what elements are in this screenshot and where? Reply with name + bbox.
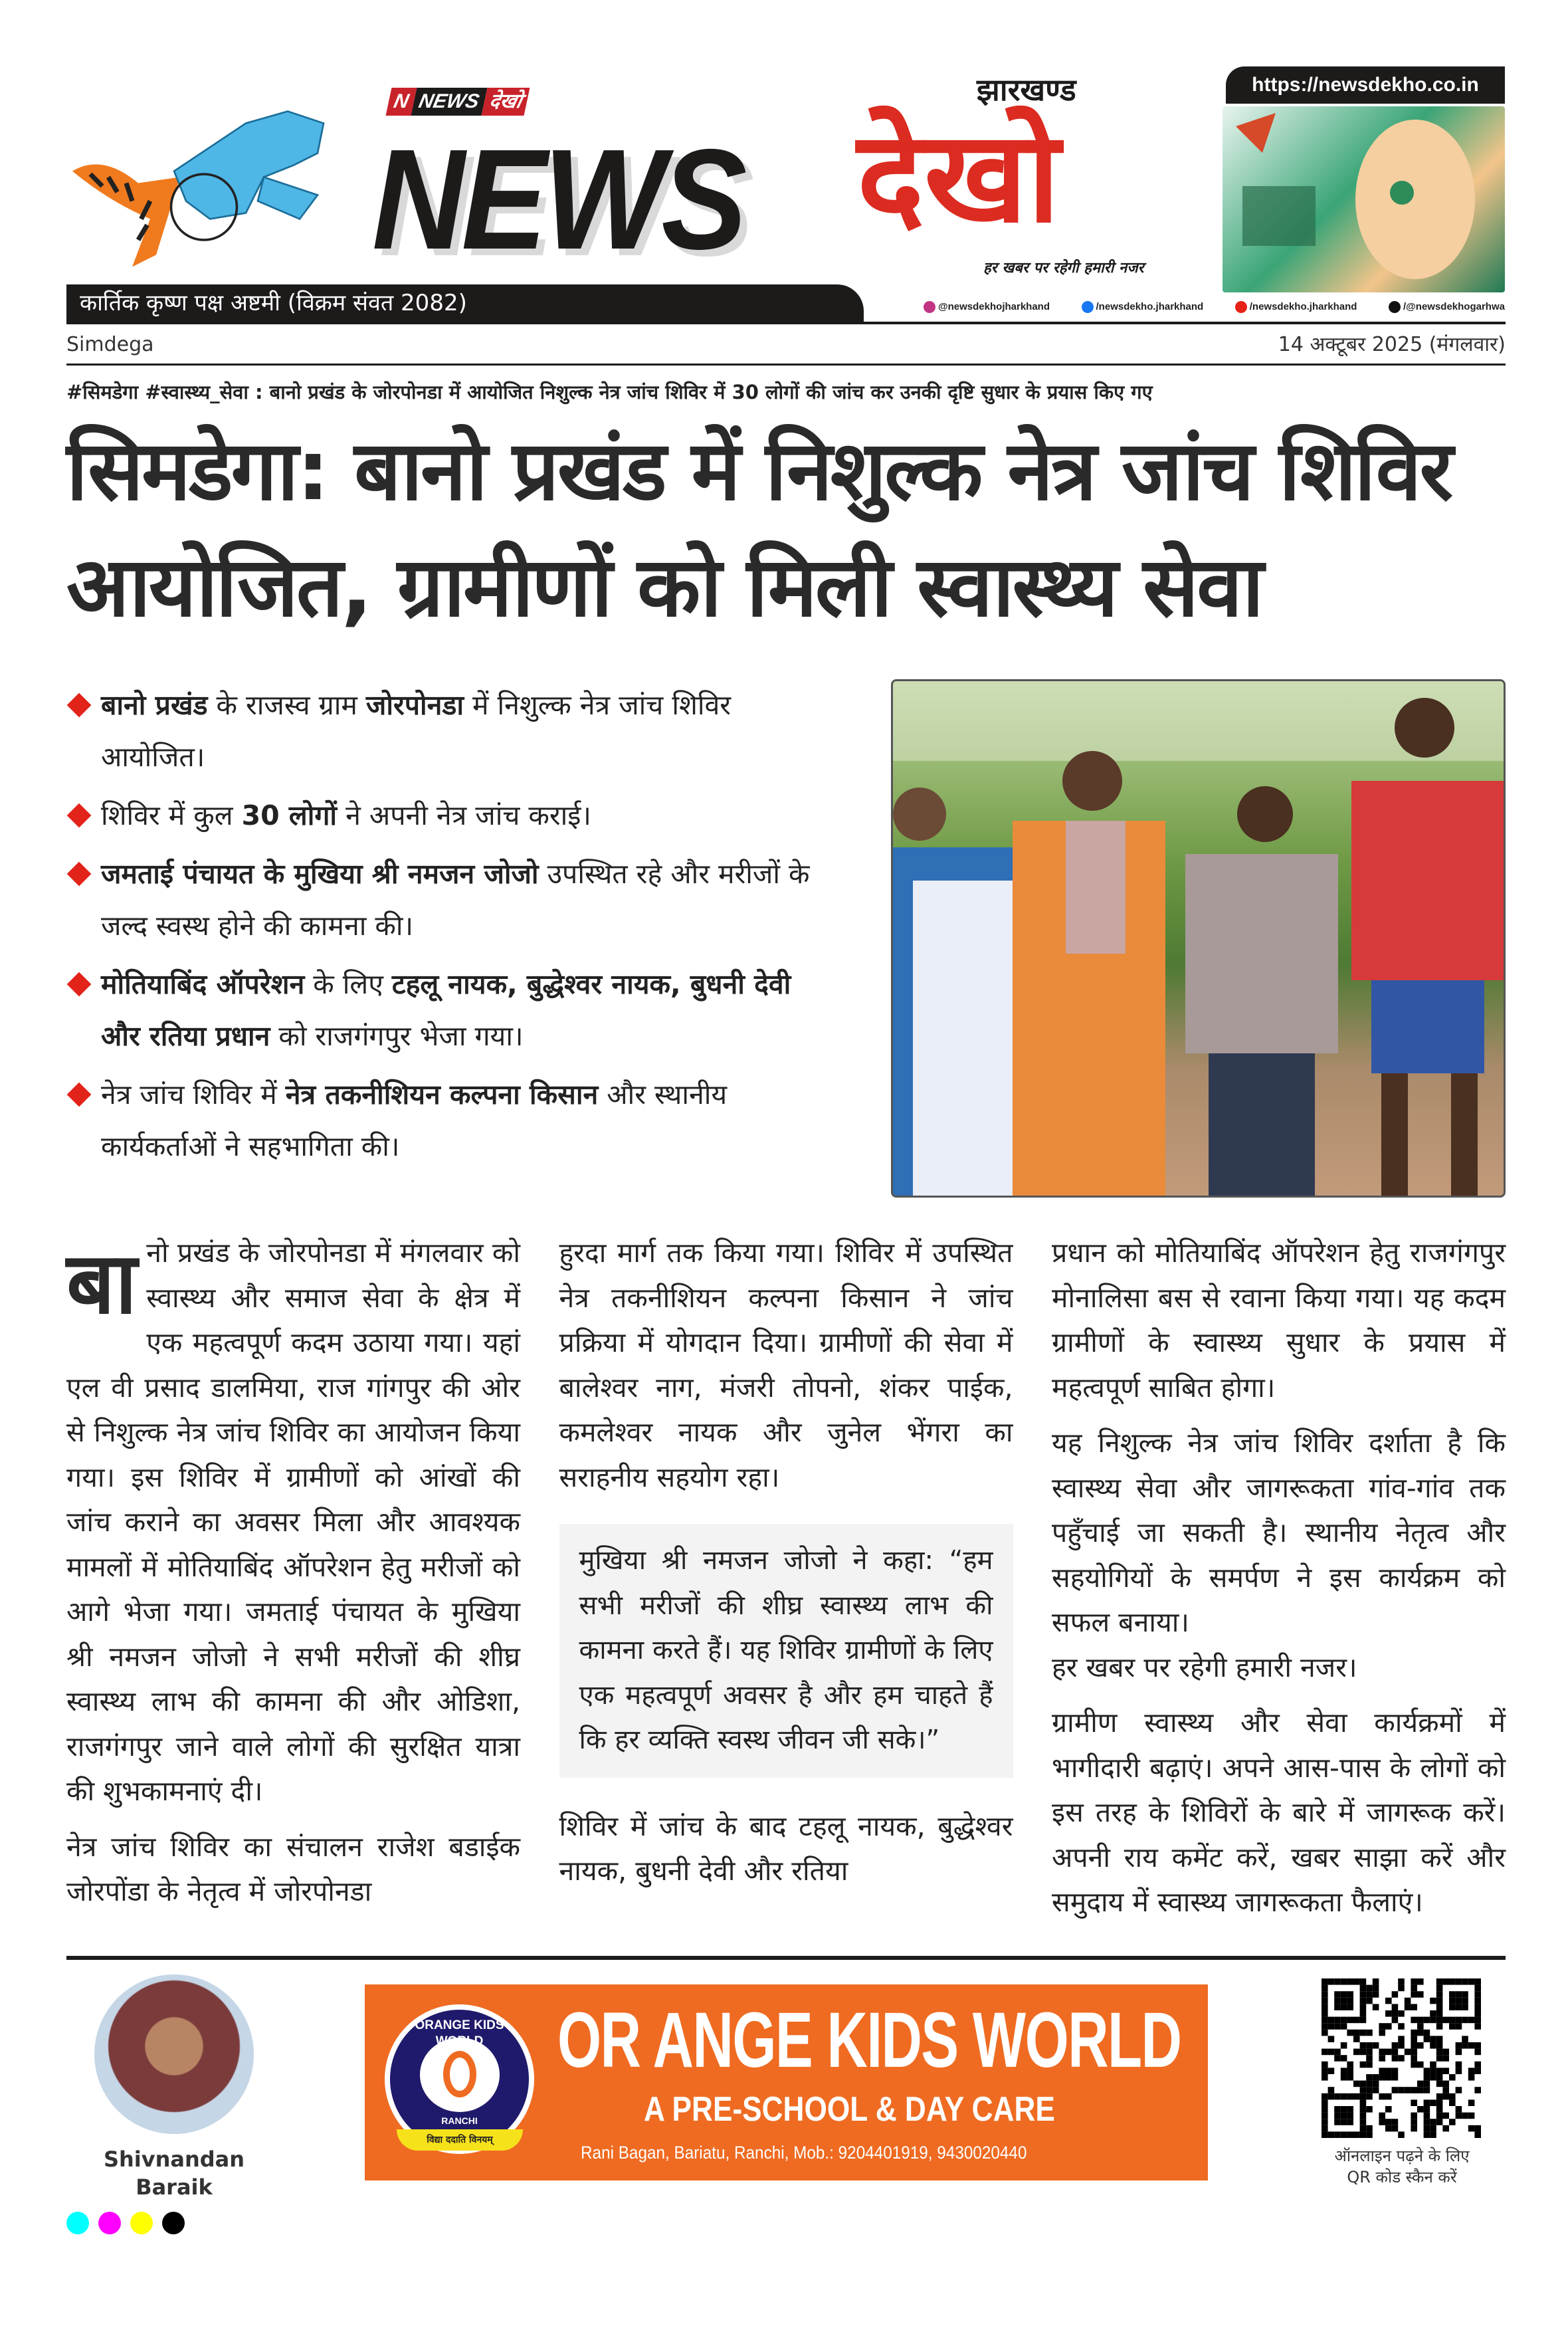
mini-logo-news: NEWS (411, 88, 487, 116)
mini-logo-n: N (386, 88, 417, 116)
social-handle: /newsdekho.jharkhand (1249, 301, 1357, 312)
masthead-illustration (1223, 106, 1505, 292)
website-url-text[interactable]: https://newsdekho.co.in (1252, 74, 1479, 96)
person-1 (893, 788, 1032, 1198)
villagers-photo-icon (893, 681, 1506, 1198)
ad-title: OR ANGE KIDS WORLD (557, 1996, 1181, 2084)
highlight-text: और स्थानीय कार्यकर्ताओं ने सहभागिता की। (101, 1079, 728, 1162)
article-column-2 (559, 1231, 1013, 1936)
person-3 (1185, 786, 1338, 1198)
author-last-name: Baraik (136, 2174, 213, 2200)
author-avatar (94, 1974, 254, 2134)
highlight-text: ने अपनी नेत्र जांच कराई। (337, 799, 591, 831)
highlight-text: में निशुल्क नेत्र जांच शिविर आयोजित। (101, 689, 732, 773)
article-paragraph: ग्रामीण स्वास्थ्य और सेवा कार्यक्रमों में भागीदारी बढ़ाएं। अपने आस-पास के लोगों को इस तरह के शिविरों के बारे में जागरूक करें। अपनी राय कमेंट करें, खबर साझा करें और समुदाय में स्वास्थ्य जागरूकता फैलाएं। (1052, 1707, 1506, 1918)
page-footer (66, 1956, 1506, 2235)
ad-address: Rani Bagan, Bariatu, Ranchi, Mob.: 9204401919, 9430020440 (581, 2142, 1027, 2163)
mini-logo-dekho: देखो (481, 88, 530, 116)
highlight-bold-text: नेत्र तकनीशियन कल्पना किसान (285, 1079, 599, 1111)
dateline-date: 14 अक्टूबर 2025 (मंगलवार) (1278, 333, 1506, 356)
qr-caption-line: ऑनलाइन पढ़ने के लिए (1334, 2146, 1470, 2165)
highlight-text: नेत्र जांच शिविर में (101, 1079, 286, 1111)
highlight-bold-text: टहलू नायक, बुद्धेश्वर नायक, बुधनी देवी और रतिया प्रधान (101, 968, 791, 1052)
ai-face-illustration-icon (1223, 106, 1505, 292)
dateline-location: Simdega (66, 333, 154, 356)
article-paragraph: शिविर में जांच के बाद टहलू नायक, बुद्धेश्वर नायक, बुधनी देवी और रतिया (559, 1810, 1013, 1887)
masthead-news: NEWS (372, 119, 743, 279)
highlight-text: उपस्थित रहे और मरीजों के जल्द स्वस्थ होने की कामना की। (101, 858, 810, 942)
ad-subtitle: A PRE-SCHOOL & DAY CARE (644, 2089, 1055, 2129)
cmyk-registration-marks (66, 2212, 185, 2234)
masthead-dekho: देखो (857, 104, 1060, 251)
social-instagram[interactable] (924, 300, 1050, 314)
footer-divider (66, 1956, 1506, 1960)
highlight-text: को राजगंगपुर भेजा गया। (270, 1020, 524, 1052)
social-facebook[interactable] (1082, 300, 1204, 314)
social-handle: @newsdekhojharkhand (938, 301, 1050, 312)
magenta-dot (98, 2212, 121, 2234)
highlight-item (66, 679, 837, 783)
logo-city: RANCHI (441, 2115, 478, 2126)
yellow-dot (130, 2212, 153, 2234)
masthead-state: झारखण्ड (977, 72, 1076, 107)
x-icon (1389, 301, 1401, 313)
qr-caption-line: QR कोड स्कैन करें (1347, 2167, 1457, 2186)
red-diamond-bullet-icon (67, 862, 92, 887)
highlight-bold-text: मोतियाबिंद ऑपरेशन (101, 968, 305, 1000)
social-handle: /newsdekho.jharkhand (1096, 301, 1204, 312)
author-name (80, 2145, 268, 2201)
author-first-name: Shivnandan (103, 2146, 245, 2172)
person-2 (1013, 751, 1165, 1198)
paragraph-text: नो प्रखंड के जोरपोनडा में मंगलवार को स्वास्थ्य और समाज सेवा के क्षेत्र में एक महत्वपूर्ण कदम उठाया गया। यहां एल वी प्रसाद डालमिया, राज गांगपुर की ओर से निशुल्क नेत्र जांच शिविर का आयोजन किया गया। इस शिविर में ग्रामीणों को आंखों की जांच कराने का अवसर मिला और आवश्यक मामलों में मोतियाबिंद ऑपरेशन हेतु मरीजों को आगे भेजा गया। जमताई पंचायत के मुखिया श्री नमजन जोजो ने सभी मरीजों की शीघ्र स्वास्थ्य लाभ की कामना की और ओडिशा, राजगंगपुर जाने वाले लोगों की सुरक्षित यात्रा की शुभकामनाएं दी। (66, 1237, 520, 1807)
social-youtube[interactable] (1235, 300, 1357, 314)
pull-quote: मुखिया श्री नमजन जोजो ने कहा: “हम सभी मरीजों की शीघ्र स्वास्थ्य लाभ की कामना करते हैं। यह शिविर ग्रामीणों के लिए एक महत्वपूर्ण अवसर है और हम चाहते हैं कि हर व्यक्ति स्वस्थ जीवन जी सके।” (559, 1524, 1013, 1778)
red-diamond-bullet-icon (67, 972, 92, 997)
highlight-item (66, 958, 837, 1062)
orange-kids-logo-icon (385, 2004, 534, 2154)
header-divider (66, 322, 1506, 324)
article-body (66, 379, 1506, 2235)
article-columns (66, 1231, 1506, 1936)
highlight-item (66, 1069, 837, 1172)
youtube-icon (1235, 301, 1247, 313)
article-column-1 (66, 1231, 520, 1936)
highlight-bold-text: जमताई पंचायत के मुखिया श्री नमजन जोजो (101, 858, 539, 890)
article-paragraph: यह निशुल्क नेत्र जांच शिविर दर्शाता है कि स्वास्थ्य सेवा और जागरूकता गांव-गांव तक पहुँचाई जा सकती है। स्थानीय नेतृत्व और सहयोगियों के समर्पण ने इस कार्यक्रम को सफल बनाया। (1052, 1427, 1506, 1638)
masthead-slogan: हर खबर पर रहेगी हमारी नजर (983, 260, 1144, 276)
facebook-icon (1082, 301, 1094, 313)
article-paragraph: प्रधान को मोतियाबिंद ऑपरेशन हेतु राजगंगपुर मोनालिसा बस से रवाना किया गया। यह कदम ग्रामीणों के स्वास्थ्य सुधार के प्रयास में महत्वपूर्ण साबित होगा। (1052, 1237, 1506, 1404)
logo-ring-text: ORANGE KIDS WORLD (415, 2018, 504, 2048)
social-x[interactable] (1389, 300, 1505, 314)
article-tagline: #सिमडेगा #स्वास्थ्य_सेवा : बानो प्रखंड के जोरपोनडा में आयोजित निशुल्क नेत्र जांच शिविर में 30 लोगों की जांच कर उनकी दृष्टि सुधार के प्रयास किए गए (66, 381, 1153, 403)
advertisement-banner[interactable] (365, 1984, 1208, 2180)
mini-news-logo (386, 88, 530, 116)
highlight-item (66, 790, 837, 841)
qr-caption (1302, 2145, 1502, 2188)
red-diamond-bullet-icon (67, 1083, 92, 1107)
highlight-bold-text: जोरपोनडा (365, 689, 464, 721)
black-dot (162, 2212, 185, 2234)
dateline-divider (66, 364, 1506, 366)
drop-cap: बा (66, 1234, 138, 1333)
highlight-bold-text: 30 लोगों (241, 799, 338, 831)
highlight-item (66, 848, 837, 952)
article-paragraph: नेत्र जांच शिविर का संचालन राजेश बडाईक जोरपोंडा के नेतृत्व में जोरपोनडा (66, 1830, 520, 1907)
highlights-list (66, 679, 837, 1179)
article-headline: सिमडेगा: बानो प्रखंड में निशुल्क नेत्र जांच शिविर आयोजित, ग्रामीणों को मिली स्वास्थ्य सेवा (66, 423, 1452, 635)
highlight-text: के लिए (304, 968, 392, 1000)
article-paragraph: हर खबर पर रहेगी हमारी नजर। (1052, 1651, 1357, 1683)
calendar-bar: कार्तिक कृष्ण पक्ष अष्टमी (विक्रम संवत 2082) (66, 284, 864, 322)
orange-fruit-icon (443, 2051, 476, 2097)
highlight-text: के राजस्व ग्राम (207, 689, 366, 721)
cyan-dot (66, 2212, 89, 2234)
highlights-row (66, 679, 1506, 1198)
red-diamond-bullet-icon (67, 803, 92, 828)
red-diamond-bullet-icon (67, 693, 92, 718)
social-handle: /@newsdekhogarhwa (1403, 301, 1505, 312)
article-column-3 (1052, 1231, 1506, 1936)
highlight-bold-text: बानो प्रखंड (101, 689, 208, 721)
article-photo (891, 679, 1506, 1198)
qr-code-icon[interactable] (1322, 1978, 1481, 2138)
logo-motto: विद्या ददाति विनयम् (397, 2129, 523, 2151)
instagram-icon (924, 301, 935, 313)
highlight-text: शिविर में कुल (101, 799, 242, 831)
website-url[interactable] (1226, 66, 1505, 104)
person-4 (1351, 698, 1504, 1198)
article-paragraph: हुरदा मार्ग तक किया गया। शिविर में उपस्थित नेत्र तकनीशियन कल्पना किसान ने जांच प्रक्रिया में योगदान दिया। ग्रामीणों की सेवा में बालेश्वर नाग, मंजरी तोपनो, शंकर पाईक, कमलेश्वर नायक और जुनेल भेंगरा का सराहनीय सहयोग रहा। (559, 1237, 1013, 1493)
social-handles (924, 300, 1505, 314)
article-paragraph (66, 1231, 520, 1814)
tiger-logo-icon (66, 93, 365, 279)
